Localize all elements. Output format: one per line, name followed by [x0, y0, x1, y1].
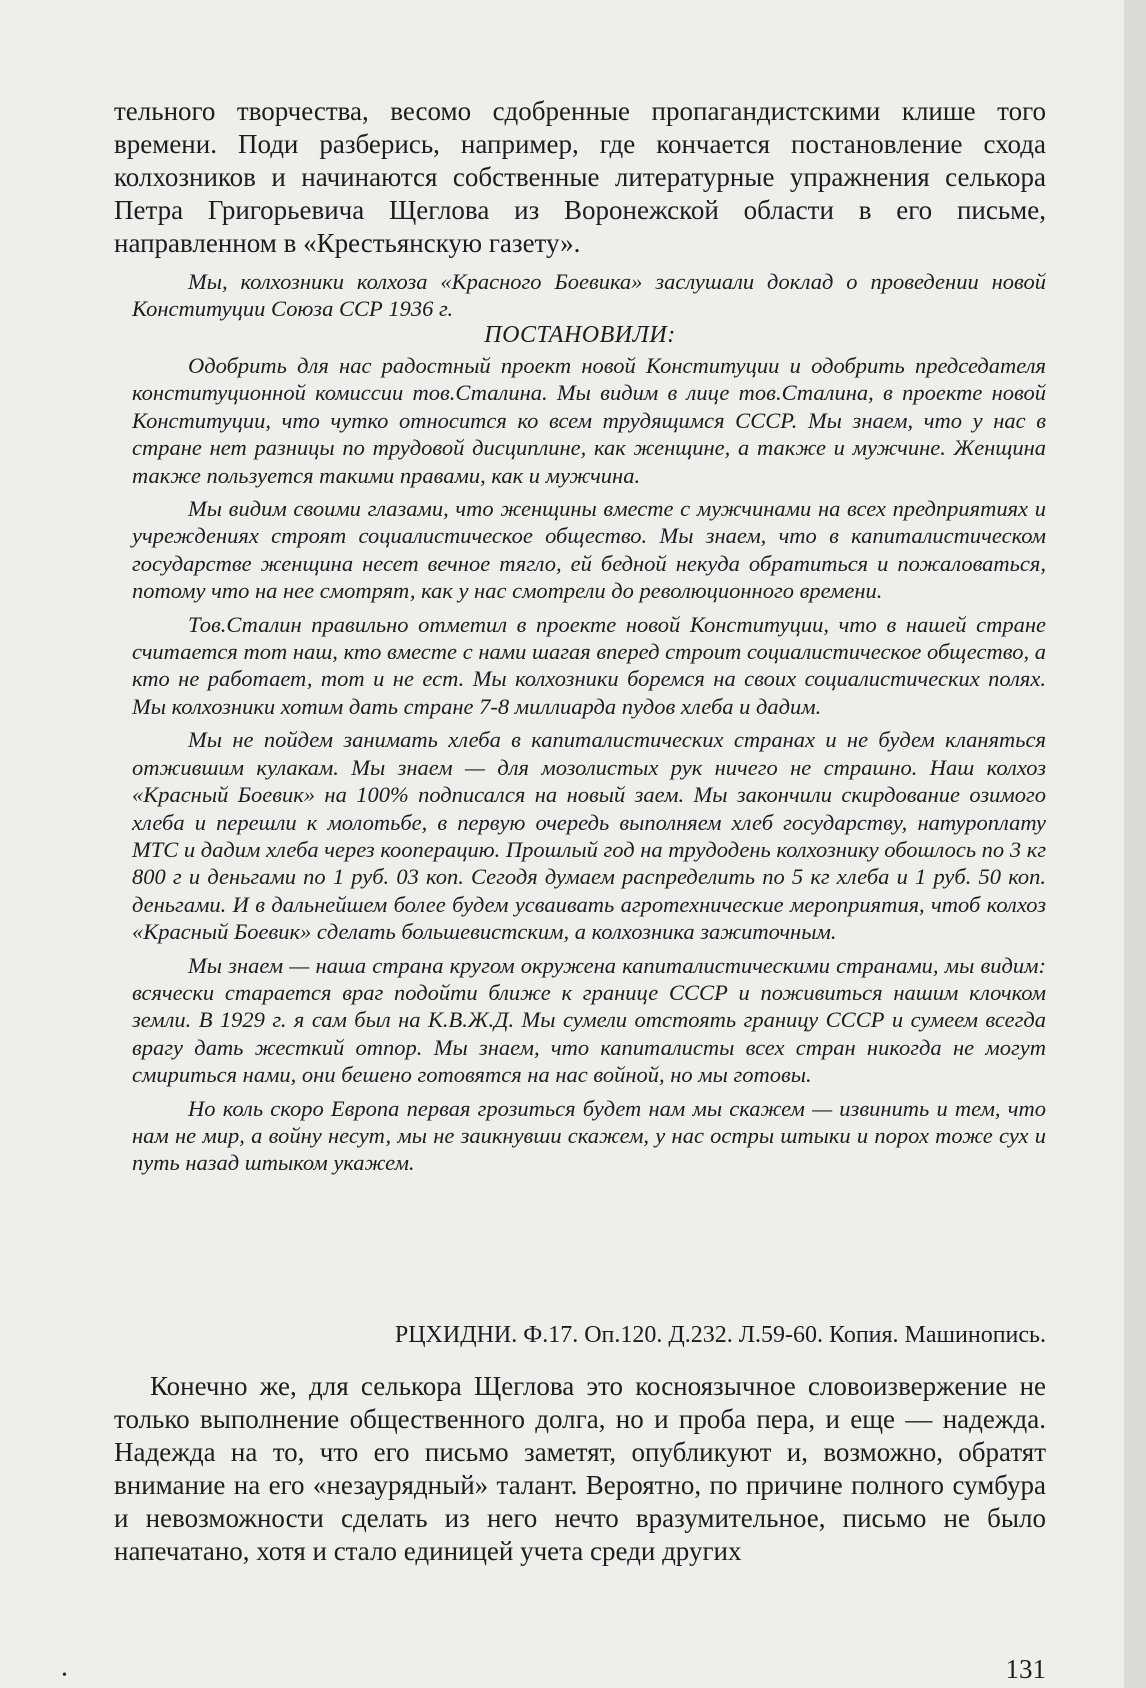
quote-paragraph: Но коль скоро Европа первая грозиться будет нам мы скажем — извинить и тем, что нам не мир, а войну несут, мы не заикнувши скажем, у нас остры штыки и порох тоже сух и путь назад штыком укажем.	[132, 1095, 1046, 1176]
page-edge-shadow	[1124, 0, 1146, 1688]
quote-paragraph: Одобрить для нас радостный проект новой Конституции и одобрить председателя конституционной комиссии тов.Сталина. Мы видим в лице тов.Сталина, в проекте новой Конституции, что чутко относится ко всем трудящимся СССР. Мы знаем, что у нас в стране нет разницы по трудовой дисциплине, как женщине, а также и мужчине. Женщина также пользуется такими правами, как и мужчина.	[132, 353, 1046, 488]
quote-intro-block	[132, 268, 1046, 323]
source-citation: РЦХИДНИ. Ф.17. Оп.120. Д.232. Л.59-60. Копия. Машинопись.	[394, 1322, 1046, 1348]
quote-paragraph: Мы не пойдем занимать хлеба в капиталистических странах и не будем кланяться отжившим кулакам. Мы знаем — для мозолистых рук ничего не страшно. Наш колхоз «Красный Боевик» на 100% подписался на новый заем. Мы закончили скирдование озимого хлеба и перешли к молотьбе, в первую очередь выполняем хлеб государству, натуроплату МТС и дадим хлеба через кооперацию. Прошлый год на трудодень колхознику обошлось по 3 кг 800 г и деньгами по 1 руб. 03 коп. Сегодя думаем распределить по 5 кг хлеба и 1 руб. 50 коп. деньгами. И в дальнейшем более будем усваивать агротехнические мероприятия, чтоб колхоз «Красный Боевик» сделать большевистским, а колхозника зажиточным.	[132, 727, 1046, 945]
quote-intro: Мы, колхозники колхоза «Красного Боевика» заслушали доклад о проведении новой Конституции Союза ССР 1936 г.	[132, 269, 1046, 322]
quote-paragraph: Мы видим своими глазами, что женщины вместе с мужчинами на всех предприятиях и учреждениях строят социалистическое общество. Мы знаем, что в капиталистическом государстве женщина несет вечное тягло, ей бедной некуда обратиться и пожаловаться, потому что на нее смотрят, как у нас смотрели до революционного времени.	[132, 496, 1046, 604]
page-number: 131	[1005, 1654, 1046, 1684]
quote-paragraph: Тов.Сталин правильно отметил в проекте новой Конституции, что в нашей стране считается тот наш, кто вместе с нами шагая вперед строит социалистическое общество, а кто не работает, тот и не ест. Мы колхозники боремся на своих социалистических полях. Мы колхозники хотим дать стране 7-8 миллиарда пудов хлеба и дадим.	[132, 611, 1046, 719]
closing-paragraph: Конечно же, для селькора Щеглова это косноязычное словоизвержение не только выполнение общественного долга, но и проба пера, и еще — надежда. Надежда на то, что его письмо заметят, опубликуют и, возможно, обратят внимание на его «незаурядный» талант. Вероятно, по причине полного сумбура и невозможности сделать из него нечто вразумительное, письмо не было напечатано, хотя и стало единицей учета среди других	[114, 1371, 1046, 1566]
opening-paragraph: тельного творчества, весомо сдобренные пропагандистскими клише того времени. Поди разберись, например, где кончается постановление схода колхозников и начинаются собственные литературные упражнения селькора Петра Григорьевича Щеглова из Воронежской области в его письме, направленном в «Крестьянскую газету».	[114, 96, 1046, 258]
margin-mark: •	[62, 1668, 67, 1683]
quote-body	[132, 352, 1046, 1177]
quote-paragraph: Мы знаем — наша страна кругом окружена капиталистическими странами, мы видим: всячески старается враг подойти ближе к границе СССР и поживиться нашим клочком земли. В 1929 г. я сам был на К.В.Ж.Д. Мы сумели отстоять границу СССР и сумеем всегда врагу дать жесткий отпор. Мы знаем, что капиталисты всех стран никогда не могут смириться нами, они бешено готовятся на нас войной, но мы готовы.	[132, 952, 1046, 1088]
quote-heading: ПОСТАНОВИЛИ:	[484, 322, 676, 348]
